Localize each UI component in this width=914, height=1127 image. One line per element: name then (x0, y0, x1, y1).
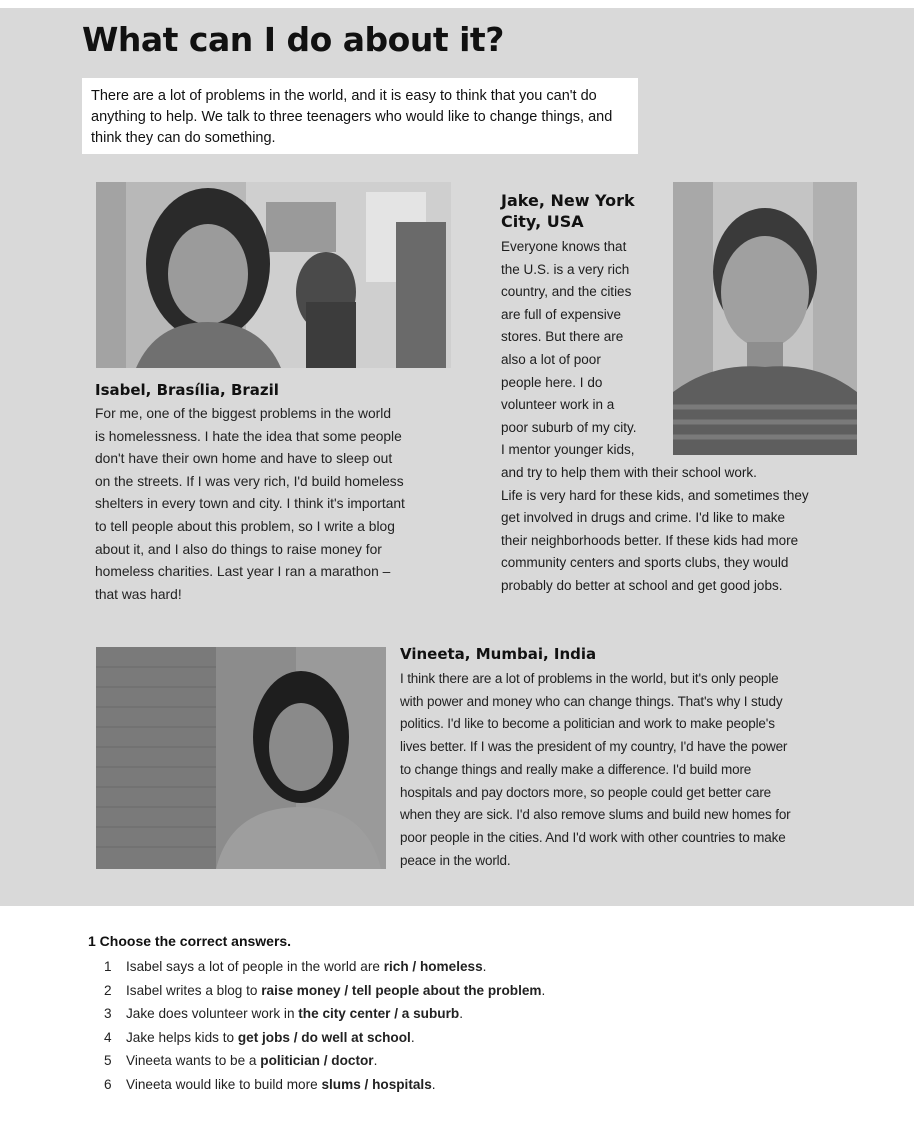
text-line: I think there are a lot of problems in the world, but it's only people (400, 671, 779, 686)
text-line: on the streets. If I was very rich, I'd build homeless (95, 473, 404, 489)
text-line: For me, one of the biggest problems in the world (95, 406, 392, 421)
answer-options[interactable]: get jobs / do well at school (237, 1029, 411, 1045)
jake-text-wide (501, 462, 861, 598)
exercise-section (88, 933, 868, 1096)
teen-girl-portrait-icon (96, 182, 451, 368)
question-item (104, 979, 868, 1003)
text-line: community centers and sports clubs, they would (501, 555, 789, 571)
text-line: lives better. If I was the president of my country, I'd have the power (400, 739, 788, 755)
text-line: volunteer work in a (501, 397, 615, 413)
exercise-heading: 1 Choose the correct answers. (88, 933, 292, 949)
text-line: peace in the world. (400, 852, 511, 868)
text-line: to tell people about this problem, so I write a blog (95, 518, 395, 534)
question-number: 3 (104, 1006, 112, 1021)
question-end: . (373, 1053, 378, 1068)
text-line: homeless charities. Last year I ran a marathon – (95, 564, 391, 580)
text-line: shelters in every town and city. I think it's important (95, 496, 405, 512)
question-text: Vineeta wants to be a (126, 1053, 261, 1068)
text-line: Everyone knows that (501, 239, 627, 254)
text-line: probably do better at school and get good jobs. (501, 577, 783, 593)
question-end: . (541, 982, 546, 998)
text-line: politics. I'd like to become a politician and work to make people's (400, 716, 775, 732)
answer-options[interactable]: the city center / a suburb (298, 1006, 460, 1021)
text-line: I mentor younger kids, (501, 442, 635, 458)
text-line: country, and the cities (501, 284, 632, 300)
question-number: 2 (104, 982, 112, 998)
question-text: Isabel says a lot of people in the world are (126, 959, 384, 974)
jake-name (501, 190, 635, 232)
answer-options[interactable]: politician / doctor (260, 1053, 374, 1068)
text-line: get involved in drugs and crime. I'd like to make (501, 510, 785, 526)
text-line: poor people in the cities. And I'd work with other countries to make (400, 829, 786, 845)
text-line: stores. But there are (501, 329, 624, 345)
question-text: Vineeta would like to build more (126, 1076, 322, 1092)
isabel-photo (96, 182, 451, 368)
question-item (104, 1002, 868, 1026)
question-number: 1 (104, 959, 112, 974)
page-title: What can I do about it? (82, 20, 504, 59)
text-line: people here. I do (501, 374, 603, 390)
question-end: . (410, 1029, 415, 1045)
text-line: is homelessness. I hate the idea that some people (95, 428, 402, 444)
text-line: their neighborhoods better. If these kids had more (501, 532, 799, 548)
isabel-name: Isabel, Brasília, Brazil (95, 381, 279, 399)
question-item (104, 1026, 868, 1050)
question-list (88, 955, 868, 1096)
question-number: 6 (104, 1076, 112, 1092)
text-line: poor suburb of my city. (501, 419, 637, 435)
text-line: and try to help them with their school work. (501, 465, 757, 480)
answer-options[interactable]: raise money / tell people about the problem (261, 982, 542, 998)
text-line: hospitals and pay doctors more, so people could get better care (400, 784, 772, 800)
text-line: about it, and I also do things to raise money for (95, 541, 382, 557)
question-item (104, 1049, 868, 1073)
vineeta-name: Vineeta, Mumbai, India (400, 645, 597, 663)
isabel-text (95, 403, 455, 606)
text-line: don't have their own home and have to sleep out (95, 451, 393, 467)
question-end: . (459, 1006, 463, 1021)
text-line: to change things and really make a difference. I'd build more (400, 761, 752, 777)
jake-photo (673, 182, 857, 455)
jake-name-line: City, USA (501, 212, 584, 231)
question-number: 4 (104, 1029, 112, 1045)
teen-boy-portrait-icon (673, 182, 857, 455)
vineeta-text (400, 668, 860, 872)
text-line: also a lot of poor (501, 351, 601, 367)
question-end: . (482, 959, 487, 974)
question-number: 5 (104, 1053, 112, 1068)
intro-box: There are a lot of problems in the world, and it is easy to think that you can't do anything to help. We talk to three teenagers who would like to change things, and think they can do something. (82, 78, 638, 154)
vineeta-photo (96, 647, 386, 869)
text-line: Life is very hard for these kids, and sometimes they (501, 487, 809, 503)
question-item (104, 955, 868, 979)
question-end: . (431, 1076, 436, 1092)
text-line: when they are sick. I'd also remove slums and build new homes for (400, 807, 791, 823)
text-line: are full of expensive (501, 306, 622, 322)
teen-girl-brick-wall-portrait-icon (96, 647, 386, 869)
jake-text-narrow (501, 236, 671, 462)
text-line: that was hard! (95, 586, 182, 602)
question-text: Jake does volunteer work in (126, 1006, 299, 1021)
answer-options[interactable]: rich / homeless (383, 959, 483, 974)
question-text: Isabel writes a blog to (126, 982, 262, 998)
question-item (104, 1073, 868, 1097)
text-line: with power and money who can change things. That's why I study (400, 693, 783, 709)
jake-name-line: Jake, New York (501, 191, 635, 210)
text-line: the U.S. is a very rich (501, 261, 630, 277)
answer-options[interactable]: slums / hospitals (321, 1076, 432, 1092)
question-text: Jake helps kids to (126, 1029, 238, 1045)
